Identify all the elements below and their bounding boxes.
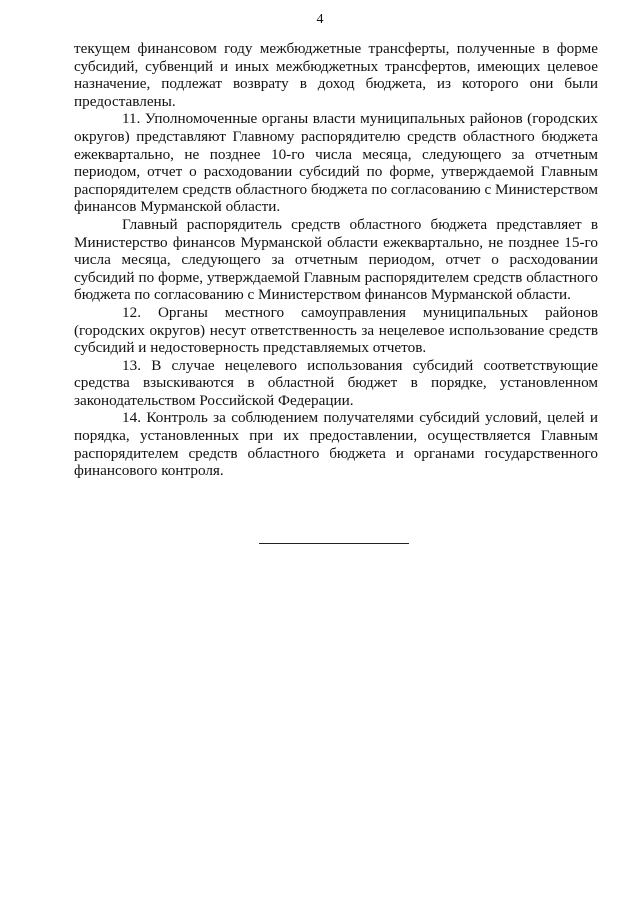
document-body [74,40,598,480]
paragraph-12-responsibility: 12. Органы местного самоуправления муниципальных районов (городских округов) несут ответственность за нецелевое использование средств субсидий и недостоверность представляемых отчетов. [74,303,598,357]
paragraph-11-reporting: 11. Уполномоченные органы власти муниципальных районов (городских округов) представляют Главному распорядителю средств областного бюджета ежеквартально, не позднее 10-го числа месяца, следующего за отчетным периодом, отчет о расходовании субсидий по форме, утверждаемой Главным распорядителем средств областного бюджета по согласованию с Министерством финансов Мурманской области. [74,110,598,216]
paragraph-13-misuse: 13. В случае нецелевого использования субсидий соответствующие средства взыскиваются в областной бюджет в порядке, установленном законодательством Российской Федерации. [74,356,598,409]
paragraph-14-control: 14. Контроль за соблюдением получателями субсидий условий, целей и порядка, установленных при их предоставлении, осуществляется Главным распорядителем средств областного бюджета и органами государственного финансового контроля. [74,409,598,480]
page-number: 4 [316,12,324,27]
paragraph-main-distributor-report: Главный распорядитель средств областного бюджета представляет в Министерство финансов Мурманской области ежеквартально, не позднее 15-го числа месяца, следующего за отчетным периодом, отчет о расходовании субсидий по форме, утверждаемой Главным распорядителем средств областного бюджета по согласованию с Министерством финансов Мурманской области. [74,215,598,304]
end-of-document-rule [259,543,409,544]
paragraph-continuation: текущем финансовом году межбюджетные трансферты, полученные в форме субсидий, субвенций и иных межбюджетных трансфертов, имеющих целевое назначение, подлежат возврату в доход бюджета, из которого они были предоставлены. [74,40,598,110]
